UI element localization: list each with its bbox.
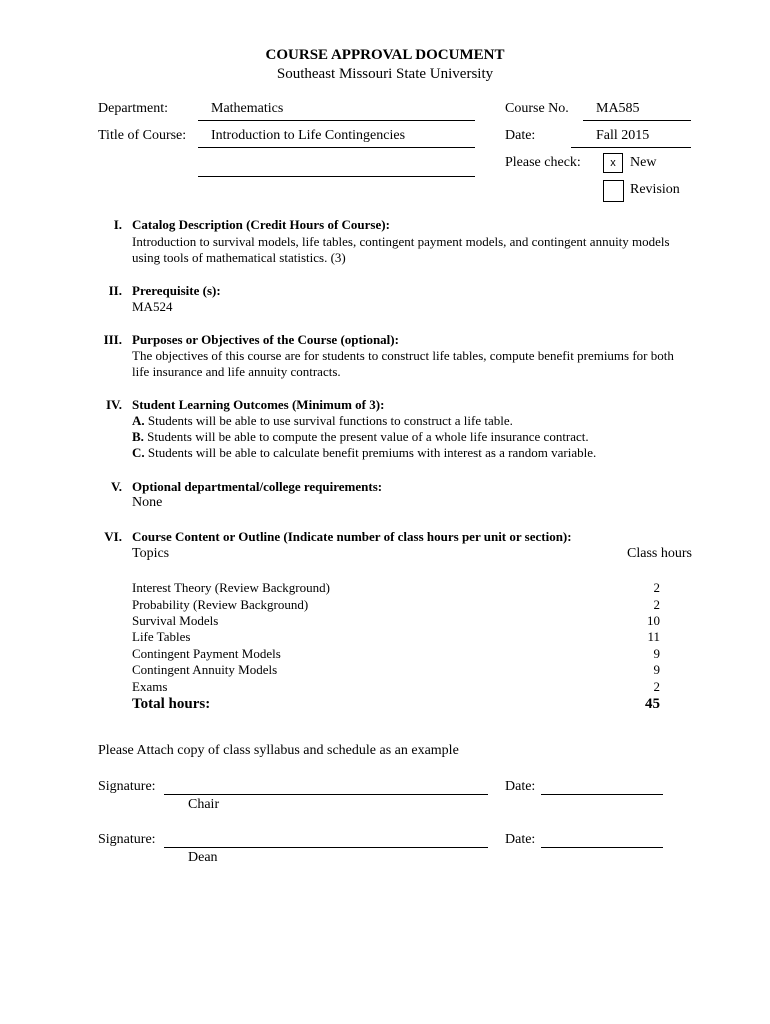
outcome-item <box>132 413 513 429</box>
department-value: Mathematics <box>211 101 284 116</box>
outcome-letter: A. <box>132 413 145 428</box>
prerequisite-value: MA524 <box>132 299 173 314</box>
table-row <box>132 580 660 596</box>
topic-hours: 11 <box>647 629 660 644</box>
section-heading: Course Content or Outline (Indicate number of class hours per unit or section): <box>132 529 572 544</box>
class-hours-header: Class hours <box>627 546 692 561</box>
table-row <box>132 662 660 678</box>
course-no-label: Course No. <box>505 101 569 116</box>
dean-date-field[interactable] <box>541 846 663 848</box>
date-label: Date: <box>505 832 536 847</box>
course-title-label: Title of Course: <box>98 128 187 143</box>
please-check-label: Please check: <box>505 155 581 170</box>
topics-header: Topics <box>132 546 170 561</box>
date-value: Fall 2015 <box>596 128 650 143</box>
date-field[interactable] <box>571 128 691 148</box>
chair-label: Chair <box>188 797 220 812</box>
topic-name: Contingent Payment Models <box>132 646 281 661</box>
table-row <box>132 646 660 662</box>
section-number: III. <box>103 332 122 347</box>
chair-signature-field[interactable] <box>164 793 488 795</box>
outcome-item <box>132 429 589 445</box>
section-number: II. <box>108 283 122 298</box>
total-row <box>132 696 660 714</box>
topic-hours: 2 <box>653 679 660 694</box>
topic-name: Contingent Annuity Models <box>132 662 278 677</box>
course-title-value: Introduction to Life Contingencies <box>211 128 406 143</box>
topic-hours: 9 <box>653 646 660 661</box>
topic-name: Survival Models <box>132 613 219 628</box>
objectives-text: The objectives of this course are for students to construct life tables, compute benefit premiums for both life insurance and life annuity contracts. <box>132 348 674 379</box>
chair-date-field[interactable] <box>541 793 663 795</box>
section-heading: Student Learning Outcomes (Minimum of 3): <box>132 397 385 412</box>
topic-hours: 10 <box>647 613 660 628</box>
department-field[interactable] <box>198 101 475 121</box>
section-number: I. <box>113 217 122 232</box>
total-hours: 45 <box>645 696 660 712</box>
table-row <box>132 679 660 695</box>
new-label: New <box>630 155 657 170</box>
section-heading: Purposes or Objectives of the Course (optional): <box>132 332 399 347</box>
university-name: Southeast Missouri State University <box>276 66 494 82</box>
course-no-field[interactable] <box>583 101 691 121</box>
outcome-letter: B. <box>132 429 144 444</box>
topic-hours: 9 <box>653 662 660 677</box>
course-title-field[interactable] <box>198 128 475 148</box>
outcome-text: Students will be able to compute the present value of a whole life insurance contract. <box>147 429 589 444</box>
new-checkbox[interactable]: x <box>603 153 623 173</box>
dean-signature-field[interactable] <box>164 846 488 848</box>
section-number: VI. <box>104 529 122 544</box>
section-number: V. <box>111 479 122 494</box>
document-title: COURSE APPROVAL DOCUMENT <box>265 47 505 63</box>
date-label: Date: <box>505 779 536 794</box>
topic-name: Life Tables <box>132 629 191 644</box>
section-number: IV. <box>105 397 122 412</box>
outcome-letter: C. <box>132 445 145 460</box>
topic-name: Interest Theory (Review Background) <box>132 580 330 595</box>
course-no-value: MA585 <box>596 101 640 116</box>
requirements-value: None <box>132 495 163 510</box>
signature-label: Signature: <box>98 779 156 794</box>
table-row <box>132 597 660 613</box>
topic-hours: 2 <box>653 597 660 612</box>
revision-checkbox[interactable] <box>603 180 624 202</box>
section-heading: Optional departmental/college requirements: <box>132 479 383 494</box>
signature-label: Signature: <box>98 832 156 847</box>
outcome-text: Students will be able to calculate benefit premiums with interest as a random variable. <box>147 445 597 460</box>
revision-label: Revision <box>630 182 680 197</box>
table-row <box>132 613 660 629</box>
outcome-text: Students will be able to use survival functions to construct a life table. <box>147 413 513 428</box>
topic-hours: 2 <box>653 580 660 595</box>
topic-name: Exams <box>132 679 168 694</box>
attach-note: Please Attach copy of class syllabus and schedule as an example <box>98 743 459 758</box>
department-label: Department: <box>98 101 168 116</box>
total-label: Total hours: <box>132 696 211 712</box>
dean-label: Dean <box>188 850 218 865</box>
section-heading: Catalog Description (Credit Hours of Course): <box>132 217 390 232</box>
section-heading: Prerequisite (s): <box>132 283 221 298</box>
extra-title-field[interactable] <box>198 157 475 177</box>
table-row <box>132 629 660 645</box>
topic-name: Probability (Review Background) <box>132 597 309 612</box>
catalog-description: Introduction to survival models, life tables, contingent payment models, and contingent annuity models using tools of mathematical statistics. (3) <box>132 234 670 265</box>
date-label: Date: <box>505 128 536 143</box>
outcome-item <box>132 445 596 461</box>
